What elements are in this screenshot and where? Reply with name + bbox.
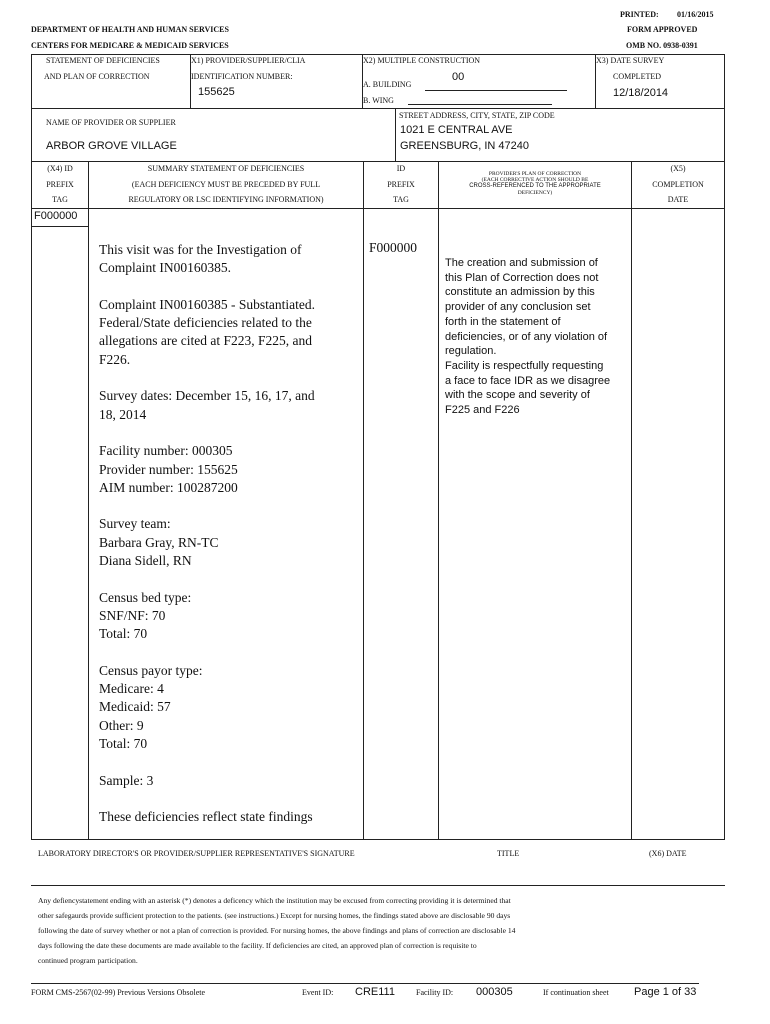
summary-line <box>99 644 315 662</box>
x5-label: (X5) <box>670 164 686 173</box>
frame-bottom <box>31 839 725 840</box>
x5-date-label: DATE <box>667 195 689 204</box>
summary-line: 18, 2014 <box>99 406 147 422</box>
facility-id-label: Facility ID: <box>416 988 454 997</box>
summary-line: AIM number: 100287200 <box>99 479 238 495</box>
x4-id-label: (X4) ID <box>47 164 73 173</box>
survey-date-value: 12/18/2014 <box>613 87 669 99</box>
building-value: 00 <box>452 71 465 83</box>
summary-header-2: (EACH DEFICIENCY MUST BE PRECEDED BY FULL <box>131 180 321 189</box>
plan-line: The creation and submission of <box>445 257 598 269</box>
summary-line: Complaint IN00160385. <box>99 260 231 276</box>
address-line-2: GREENSBURG, IN 47240 <box>400 140 529 152</box>
col-divider-2 <box>363 161 364 839</box>
footer-rule <box>31 983 699 984</box>
summary-line: Total: 70 <box>99 736 148 752</box>
footnote-line: following the date of survey whether or not a plan of correction is provided. For nursing homes, the above findings and plans of correction are disclosable 14 <box>38 926 516 935</box>
x1-label-2: IDENTIFICATION NUMBER: <box>191 72 293 81</box>
plan-header-2: (EACH CORRECTIVE ACTION SHOULD BE <box>481 177 589 183</box>
summary-line: Medicaid: 57 <box>99 699 171 715</box>
summary-line: This visit was for the Investigation of <box>99 242 302 257</box>
summary-line: Complaint IN00160385 - Substantiated. <box>99 296 315 312</box>
form-id: FORM CMS-2567(02-99) Previous Versions Obsolete <box>31 988 206 997</box>
summary-line: SNF/NF: 70 <box>99 607 166 623</box>
event-id-label: Event ID: <box>302 988 334 997</box>
summary-line <box>99 497 315 515</box>
x3-label-2: COMPLETED <box>613 72 661 81</box>
summary-line <box>99 369 315 387</box>
plan-text <box>445 256 610 418</box>
summary-line: Medicare: 4 <box>99 681 164 697</box>
summary-line <box>99 753 315 771</box>
summary-line <box>99 790 315 808</box>
summary-line <box>99 278 315 296</box>
summary-line: F226. <box>99 351 131 367</box>
omb-number: OMB NO. 0938-0391 <box>626 41 698 50</box>
footnote <box>38 893 515 968</box>
plan-header-4: DEFICIENCY) <box>517 190 553 196</box>
summary-header-3: REGULATORY OR LSC IDENTIFYING INFORMATION) <box>128 195 324 204</box>
plan-line: forth in the statement of <box>445 315 561 328</box>
col-divider-4 <box>631 161 632 839</box>
summary-line: Other: 9 <box>99 717 144 733</box>
summary-line <box>99 570 315 588</box>
summary-line: Provider number: 155625 <box>99 461 238 477</box>
title-label: TITLE <box>497 849 520 858</box>
summary-line: Diana Sidell, RN <box>99 553 192 569</box>
summary-line: Census payor type: <box>99 662 203 678</box>
page-number: Page 1 of 33 <box>634 986 697 998</box>
summary-line: Total: 70 <box>99 626 148 642</box>
plan-line: F225 and F226 <box>445 404 520 417</box>
plan-header-3: CROSS-REFERENCED TO THE APPROPRIATE <box>469 183 601 189</box>
x4-tag-label: TAG <box>52 195 68 204</box>
row2-bottom <box>31 161 725 162</box>
plan-line: provider of any conclusion set <box>445 301 591 314</box>
plan-line: a face to face IDR as we disagree <box>445 374 611 387</box>
provider-name-value: ARBOR GROVE VILLAGE <box>46 140 177 152</box>
summary-line: Survey dates: December 15, 16, 17, and <box>99 388 315 404</box>
statement-label-2: AND PLAN OF CORRECTION <box>44 72 150 81</box>
plan-line: this Plan of Correction does not <box>445 271 599 284</box>
summary-line: Barbara Gray, RN-TC <box>99 534 219 550</box>
x3-label-1: X3) DATE SURVEY <box>596 56 665 65</box>
summary-line: These deficiencies reflect state findings <box>99 809 313 825</box>
address-line-1: 1021 E CENTRAL AVE <box>400 124 513 136</box>
id-prefix-label: PREFIX <box>387 180 415 189</box>
summary-line: Survey team: <box>99 516 171 532</box>
summary-line: Sample: 3 <box>99 772 154 788</box>
summary-text <box>99 241 315 827</box>
plan-line: deficiencies, or of any violation of <box>445 330 608 343</box>
summary-line: Census bed type: <box>99 589 192 605</box>
summary-line: allegations are cited at F223, F225, and <box>99 333 312 349</box>
x4-prefix-label: PREFIX <box>46 180 74 189</box>
plan-line: constitute an admission by this <box>445 286 595 299</box>
x2-label: X2) MULTIPLE CONSTRUCTION <box>363 56 481 65</box>
prefix-tag-underline <box>31 226 89 227</box>
footnote-line: Any defiencystatement ending with an asterisk (*) denotes a deficency which the institution may be excused from correcting providing it is determined that <box>38 896 511 905</box>
plan-line: regulation. <box>445 345 497 358</box>
continuation-label: If continuation sheet <box>543 988 609 997</box>
provider-name-label: NAME OF PROVIDER OR SUPPLIER <box>46 118 176 127</box>
id-tag: F000000 <box>369 240 418 255</box>
x5-completion-label: COMPLETION <box>652 180 704 189</box>
plan-line: Facility is respectfully requesting <box>445 359 604 372</box>
row2-divider <box>395 108 396 161</box>
signature-bottom-rule <box>31 885 725 886</box>
building-label: A. BUILDING <box>363 80 412 89</box>
department-title: DEPARTMENT OF HEALTH AND HUMAN SERVICES <box>31 25 229 34</box>
frame-right <box>724 54 725 840</box>
id-label: ID <box>396 164 406 173</box>
x1-label-1: X1) PROVIDER/SUPPLIER/CLIA <box>191 56 306 65</box>
wing-underline <box>408 104 552 105</box>
printed-label: PRINTED: <box>620 10 659 19</box>
event-id-value: CRE111 <box>355 986 395 998</box>
id-tag-label: TAG <box>393 195 409 204</box>
footnote-line: continued program participation. <box>38 956 138 965</box>
frame-top <box>31 54 725 55</box>
col-divider-1 <box>88 161 89 839</box>
footnote-line: other safegaurds provide sufficient protection to the patients. (see instructions.) Except for nursing homes, the findings stated above are disclosable 90 days <box>38 911 511 920</box>
printed-date: 01/16/2015 <box>677 10 714 19</box>
footnote-line: days following the date these documents are made available to the facility. If deficiencies are cited, an approved plan of correction is requisite to <box>38 941 477 950</box>
provider-id-value: 155625 <box>198 86 235 98</box>
summary-line: Facility number: 000305 <box>99 443 233 459</box>
centers-title: CENTERS FOR MEDICARE & MEDICAID SERVICES <box>31 41 229 50</box>
summary-line: Federal/State deficiencies related to the <box>99 315 312 331</box>
prefix-tag: F000000 <box>34 210 78 222</box>
building-underline <box>425 90 567 91</box>
summary-header-1: SUMMARY STATEMENT OF DEFICIENCIES <box>147 164 305 173</box>
summary-line <box>99 424 315 442</box>
x6-date-label: (X6) DATE <box>649 849 687 858</box>
address-label: STREET ADDRESS, CITY, STATE, ZIP CODE <box>399 111 555 120</box>
plan-line: with the scope and severity of <box>445 389 590 402</box>
form-approved: FORM APPROVED <box>627 25 698 34</box>
header-row-bottom <box>31 208 725 209</box>
facility-id-value: 000305 <box>476 986 513 998</box>
statement-label-1: STATEMENT OF DEFICIENCIES <box>46 56 160 65</box>
wing-label: B. WING <box>363 96 394 105</box>
row1-bottom <box>31 108 725 109</box>
col-divider-3 <box>438 161 439 839</box>
signature-label: LABORATORY DIRECTOR'S OR PROVIDER/SUPPLIER REPRESENTATIVE'S SIGNATURE <box>38 849 355 858</box>
plan-header-1: PROVIDER'S PLAN OF CORRECTION <box>488 171 582 177</box>
